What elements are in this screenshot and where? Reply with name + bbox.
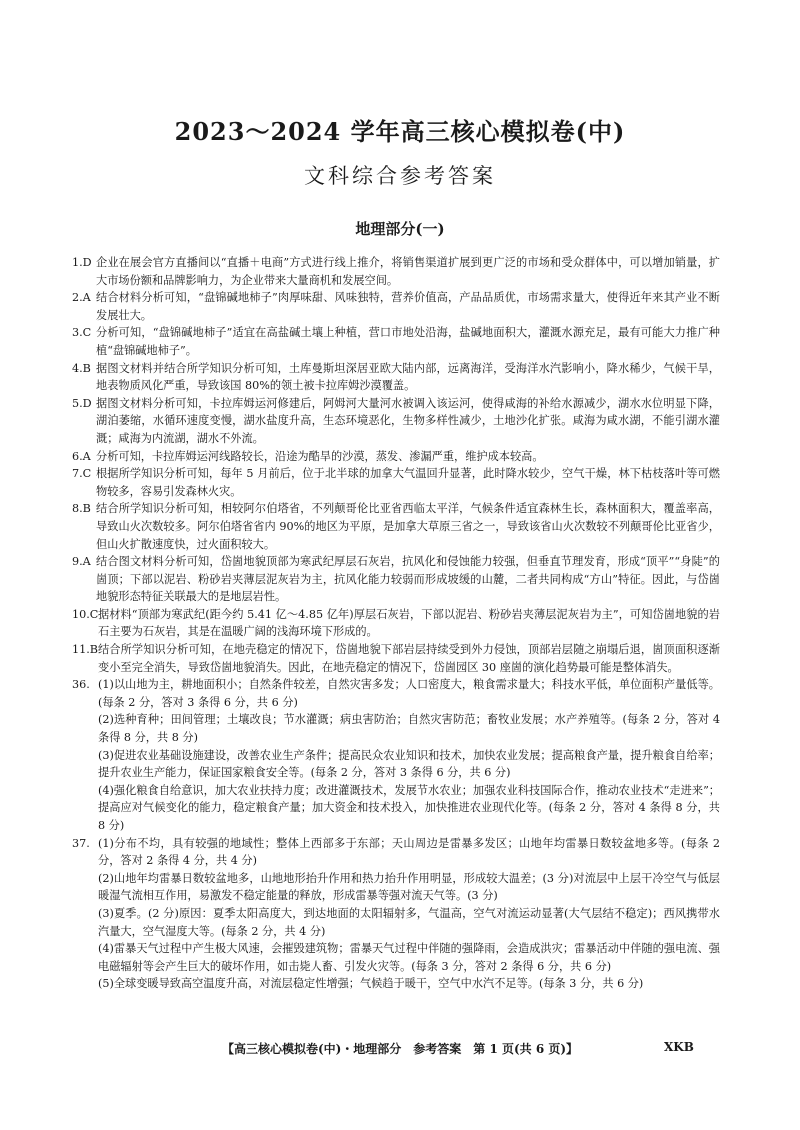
answer-number: 6.A xyxy=(72,449,91,463)
page-footer: 【高三核心模拟卷(中)・地理部分 参考答案 第 1 页(共 6 页)】 xyxy=(221,1042,579,1056)
page-subtitle: 文科综合参考答案 xyxy=(304,164,496,188)
answer-explanation: 分析可知，“盘锦碱地柿子”适宜在高盐碱土壤上种植，营口市地处沿海，盐碱地面积大，灌溉水源充足，最有可能大力推广种植“盘锦碱地柿子”。 xyxy=(96,326,720,357)
answer-item-10 xyxy=(72,606,720,641)
answer-explanation: 根据所学知识分析可知，每年 5 月前后，位于北半球的加拿大气温回升显著，此时降水较少，空气干燥，林下枯枝落叶等可燃物较多，容易引发森林火灾。 xyxy=(96,467,720,498)
answer-parts xyxy=(98,676,720,834)
answer-part: (2)山地年均雷暴日数较盆地多，山地地形抬升作用和热力抬升作用明显，形成较大温差；(3 分)对流层中上层干冷空气与低层暖湿气流相互作用，易激发不稳定能量的释放，形成雷暴等强对流天气等。(3 分) xyxy=(98,871,720,903)
answer-number: 4.B xyxy=(72,361,91,375)
answer-item-1 xyxy=(72,254,720,289)
answer-number: 11.B xyxy=(72,643,99,657)
answer-item-37 xyxy=(72,835,720,993)
answer-explanation: 结合所学知识分析可知，相较阿尔伯塔省，不列颠哥伦比亚省西临太平洋，气候条件适宜森林生长，森林面积大，覆盖率高，导致山火次数较多。阿尔伯塔省省内 90%的地区为平原，是加拿大草原三省之一，导致该省山火次数较不列颠哥伦比亚省少，但山火扩散速度快，过火面积较大。 xyxy=(96,502,720,551)
answer-explanation: 结合图文材料分析可知，岱崮地貌顶部为寒武纪厚层石灰岩，抗风化和侵蚀能力较强，但垂直节理发育，形成“顶平”“身陡”的崮顶；下部以泥岩、粉砂岩夹薄层泥灰岩为主，抗风化能力较弱而形成坡缓的山麓，二者共同构成“方山”特征。因此，与岱崮地貌形态特征关联最大的是地层岩性。 xyxy=(96,555,720,604)
answer-item-5 xyxy=(72,395,720,448)
answer-item-8 xyxy=(72,500,720,553)
answer-explanation: 分析可知，卡拉库姆运河线路较长，沿途为酷旱的沙漠，蒸发、渗漏严重，维护成本较高。 xyxy=(96,449,544,463)
answer-number: 10.C xyxy=(72,607,99,621)
answer-part: (1)分布不均，具有较强的地域性；整体上西部多于东部；天山周边是雷暴多发区；山地年均雷暴日数较盆地多等。(每条 2 分，答对 2 条得 4 分，共 4 分) xyxy=(98,836,720,868)
page-title: 2023～2024 学年高三核心模拟卷(中) xyxy=(174,117,626,146)
answer-part: (4)雷暴天气过程中产生极大风速，会摧毁建筑物；雷暴天气过程中伴随的强降雨，会造成洪灾；雷暴活动中伴随的强电流、强电磁辐射等会产生巨大的破坏作用，如击毙人畜、引发火灾等。(每条 3 分，答对 2 条得 6 分，共 6 分) xyxy=(98,942,720,973)
answer-item-2 xyxy=(72,289,720,324)
answer-number: 9.A xyxy=(72,555,91,569)
answer-item-7 xyxy=(72,465,720,500)
answer-explanation: 据图文材料并结合所学知识分析可知，土库曼斯坦深居亚欧大陆内部，远离海洋，受海洋水汽影响小，降水稀少，气候干旱，地表物质风化严重，导致该国 80%的领土被卡拉库姆沙漠覆盖。 xyxy=(96,361,720,393)
answer-part: (2)选种育种；田间管理；土壤改良；节水灌溉；病虫害防治；自然灾害防范；畜牧业发展；水产养殖等。(每条 2 分，答对 4 条得 8 分，共 8 分) xyxy=(98,713,720,745)
answer-item-3 xyxy=(72,324,720,359)
answer-explanation: 结合所学知识分析可知，在地壳稳定的情况下，岱崮地貌下部岩层持续受到外力侵蚀，顶部岩层随之崩塌后退，崮顶面积逐渐变小至完全消失，导致岱崮地貌消失。因此，在地壳稳定的情况下，岱崮园区 30 座崮的演化趋势最可能是整体消失。 xyxy=(98,643,720,674)
answer-explanation: 企业在展会官方直播间以“直播＋电商”方式进行线上推介，将销售渠道扩展到更广泛的市场和受众群体中，可以增加销量，扩大市场份额和品牌影响力，为企业带来大量商机和发展空间。 xyxy=(96,256,720,287)
answer-item-9 xyxy=(72,553,720,606)
answer-item-6 xyxy=(72,448,720,466)
answer-part: (3)促进农业基础设施建设，改善农业生产条件；提高民众农业知识和技术，加快农业发展；提高粮食产量，提升粮食自给率；提升农业生产能力，保证国家粮食安全等。(每条 2 分，答对 3 条得 6 分，共 6 分) xyxy=(98,748,720,780)
answer-number: 5.D xyxy=(72,396,92,410)
footer-code: XKB xyxy=(664,1040,694,1054)
answers-content xyxy=(72,254,720,993)
answer-part: (4)强化粮食自给意识，加大农业扶持力度；改进灌溉技术，发展节水农业；加强农业科技国际合作，推动农业技术“走进来”；提高应对气候变化的能力，稳定粮食产量；加大资金和技术投入，加快推进农业现代化等。(每条 2 分，答对 4 条得 8 分，共 8 分) xyxy=(98,783,720,832)
answer-item-36 xyxy=(72,676,720,834)
answer-explanation: 据图文材料分析可知，卡拉库姆运河修建后，阿姆河大量河水被调入该运河，使得咸海的补给水源减少，湖水水位明显下降，湖泊萎缩，水循环速度变慢，湖水盐度升高，生态环境恶化，生物多样性减少，土地沙化扩张。咸海为咸水湖，不能引湖水灌溉；咸海为内流湖，湖水不外流。 xyxy=(96,396,720,445)
question-number: 37. xyxy=(72,836,90,850)
answer-number: 1.D xyxy=(72,256,92,269)
answer-number: 7.C xyxy=(72,467,92,481)
answer-parts xyxy=(98,835,720,993)
answer-part: (5)全球变暖导致高空温度升高，对流层稳定性增强；气候趋于暖干，空气中水汽不足等。(每条 3 分，共 6 分) xyxy=(98,977,644,991)
answer-part: (3)夏季。(2 分)原因：夏季太阳高度大，到达地面的太阳辐射多，气温高，空气对流运动显著(大气层结不稳定)；西风携带水汽量大，空气湿度大等。(每条 2 分，共 4 分) xyxy=(98,906,720,938)
answer-number: 2.A xyxy=(72,291,91,305)
answer-number: 3.C xyxy=(72,326,92,340)
answer-item-4 xyxy=(72,360,720,395)
answer-explanation: 据材料“顶部为寒武纪(距今约 5.41 亿～4.85 亿年)厚层石灰岩，下部以泥岩、粉砂岩夹薄层泥灰岩为主”，可知岱崮地貌的岩石主要为石灰岩，其是在温暖广阔的浅海环境下形成的。 xyxy=(98,607,720,639)
answer-number: 8.B xyxy=(72,502,91,516)
answer-explanation: 结合材料分析可知，“盘锦碱地柿子”肉厚味甜、风味独特，营养价值高，产品品质优，市场需求量大，使得近年来其产业不断发展壮大。 xyxy=(96,291,720,322)
section-heading: 地理部分(一) xyxy=(355,220,445,238)
question-number: 36. xyxy=(72,678,90,692)
answer-item-11 xyxy=(72,641,720,676)
answer-part: (1)以山地为主，耕地面积小；自然条件较差，自然灾害多发；人口密度大，粮食需求量大；科技水平低，单位面积产量低等。(每条 2 分，答对 3 条得 6 分，共 6 分) xyxy=(98,678,720,709)
